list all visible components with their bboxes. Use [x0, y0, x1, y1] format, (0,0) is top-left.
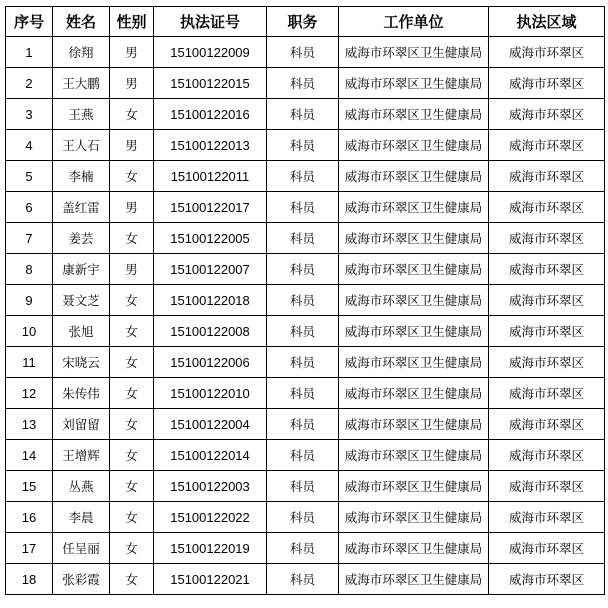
- table-row: [6, 68, 605, 99]
- cell-enforcement-area: 威海市环翠区: [489, 130, 605, 161]
- cell-license-number: 15100122003: [154, 471, 267, 502]
- cell-gender: 女: [110, 378, 154, 409]
- cell-name: 王燕: [53, 99, 110, 130]
- cell-name: 聂文芝: [53, 285, 110, 316]
- cell-gender: 男: [110, 192, 154, 223]
- cell-license-number: 15100122016: [154, 99, 267, 130]
- cell-gender: 女: [110, 533, 154, 564]
- cell-name: 张旭: [53, 316, 110, 347]
- cell-position: 科员: [267, 285, 339, 316]
- table-row: [6, 130, 605, 161]
- cell-index: 14: [6, 440, 53, 471]
- cell-license-number: 15100122015: [154, 68, 267, 99]
- cell-enforcement-area: 威海市环翠区: [489, 192, 605, 223]
- cell-gender: 女: [110, 347, 154, 378]
- table-row: [6, 223, 605, 254]
- cell-name: 康新宇: [53, 254, 110, 285]
- cell-name: 盖红雷: [53, 192, 110, 223]
- cell-index: 8: [6, 254, 53, 285]
- cell-position: 科员: [267, 161, 339, 192]
- cell-name: 张彩霞: [53, 564, 110, 595]
- header-enforcement-area: 执法区域: [489, 7, 605, 37]
- table-row: [6, 347, 605, 378]
- cell-index: 2: [6, 68, 53, 99]
- table-body: [6, 37, 605, 595]
- table-row: [6, 471, 605, 502]
- table-row: [6, 285, 605, 316]
- cell-gender: 女: [110, 161, 154, 192]
- cell-index: 16: [6, 502, 53, 533]
- cell-position: 科员: [267, 192, 339, 223]
- table-row: [6, 161, 605, 192]
- cell-work-unit: 威海市环翠区卫生健康局: [339, 68, 489, 99]
- cell-work-unit: 威海市环翠区卫生健康局: [339, 409, 489, 440]
- cell-enforcement-area: 威海市环翠区: [489, 440, 605, 471]
- cell-work-unit: 威海市环翠区卫生健康局: [339, 254, 489, 285]
- cell-name: 宋晓云: [53, 347, 110, 378]
- cell-work-unit: 威海市环翠区卫生健康局: [339, 440, 489, 471]
- cell-index: 17: [6, 533, 53, 564]
- header-index: 序号: [6, 7, 53, 37]
- cell-enforcement-area: 威海市环翠区: [489, 68, 605, 99]
- cell-work-unit: 威海市环翠区卫生健康局: [339, 37, 489, 68]
- cell-work-unit: 威海市环翠区卫生健康局: [339, 564, 489, 595]
- cell-gender: 男: [110, 254, 154, 285]
- cell-position: 科员: [267, 130, 339, 161]
- cell-position: 科员: [267, 502, 339, 533]
- table-row: [6, 99, 605, 130]
- cell-index: 12: [6, 378, 53, 409]
- cell-enforcement-area: 威海市环翠区: [489, 471, 605, 502]
- cell-license-number: 15100122006: [154, 347, 267, 378]
- cell-gender: 女: [110, 316, 154, 347]
- cell-gender: 女: [110, 99, 154, 130]
- cell-license-number: 15100122022: [154, 502, 267, 533]
- cell-index: 1: [6, 37, 53, 68]
- cell-position: 科员: [267, 37, 339, 68]
- cell-enforcement-area: 威海市环翠区: [489, 99, 605, 130]
- cell-name: 姜芸: [53, 223, 110, 254]
- cell-license-number: 15100122010: [154, 378, 267, 409]
- table-row: [6, 254, 605, 285]
- cell-license-number: 15100122013: [154, 130, 267, 161]
- cell-name: 徐翔: [53, 37, 110, 68]
- cell-work-unit: 威海市环翠区卫生健康局: [339, 533, 489, 564]
- table-row: [6, 316, 605, 347]
- cell-position: 科员: [267, 409, 339, 440]
- cell-name: 王人石: [53, 130, 110, 161]
- cell-index: 10: [6, 316, 53, 347]
- cell-gender: 男: [110, 130, 154, 161]
- cell-name: 任呈丽: [53, 533, 110, 564]
- cell-license-number: 15100122007: [154, 254, 267, 285]
- cell-license-number: 15100122011: [154, 161, 267, 192]
- cell-index: 13: [6, 409, 53, 440]
- cell-enforcement-area: 威海市环翠区: [489, 37, 605, 68]
- cell-gender: 女: [110, 502, 154, 533]
- cell-position: 科员: [267, 254, 339, 285]
- cell-enforcement-area: 威海市环翠区: [489, 347, 605, 378]
- cell-work-unit: 威海市环翠区卫生健康局: [339, 161, 489, 192]
- cell-gender: 女: [110, 409, 154, 440]
- cell-enforcement-area: 威海市环翠区: [489, 533, 605, 564]
- cell-enforcement-area: 威海市环翠区: [489, 316, 605, 347]
- cell-name: 朱传伟: [53, 378, 110, 409]
- cell-enforcement-area: 威海市环翠区: [489, 378, 605, 409]
- cell-enforcement-area: 威海市环翠区: [489, 409, 605, 440]
- cell-position: 科员: [267, 347, 339, 378]
- table-row: [6, 409, 605, 440]
- cell-name: 李晨: [53, 502, 110, 533]
- cell-name: 丛燕: [53, 471, 110, 502]
- enforcement-staff-table: [5, 6, 605, 595]
- cell-index: 18: [6, 564, 53, 595]
- cell-name: 王增辉: [53, 440, 110, 471]
- table-row: [6, 378, 605, 409]
- cell-index: 5: [6, 161, 53, 192]
- cell-index: 11: [6, 347, 53, 378]
- cell-index: 15: [6, 471, 53, 502]
- cell-gender: 女: [110, 285, 154, 316]
- cell-license-number: 15100122004: [154, 409, 267, 440]
- cell-gender: 女: [110, 440, 154, 471]
- header-name: 姓名: [53, 7, 110, 37]
- cell-position: 科员: [267, 564, 339, 595]
- cell-gender: 男: [110, 68, 154, 99]
- table-row: [6, 533, 605, 564]
- cell-position: 科员: [267, 440, 339, 471]
- cell-license-number: 15100122014: [154, 440, 267, 471]
- header-gender: 性别: [110, 7, 154, 37]
- cell-position: 科员: [267, 533, 339, 564]
- cell-position: 科员: [267, 378, 339, 409]
- cell-gender: 女: [110, 471, 154, 502]
- cell-license-number: 15100122008: [154, 316, 267, 347]
- cell-name: 王大鹏: [53, 68, 110, 99]
- cell-work-unit: 威海市环翠区卫生健康局: [339, 502, 489, 533]
- cell-license-number: 15100122019: [154, 533, 267, 564]
- cell-position: 科员: [267, 68, 339, 99]
- table-row: [6, 440, 605, 471]
- cell-name: 李楠: [53, 161, 110, 192]
- cell-enforcement-area: 威海市环翠区: [489, 161, 605, 192]
- cell-work-unit: 威海市环翠区卫生健康局: [339, 471, 489, 502]
- cell-position: 科员: [267, 471, 339, 502]
- cell-position: 科员: [267, 99, 339, 130]
- cell-work-unit: 威海市环翠区卫生健康局: [339, 347, 489, 378]
- cell-index: 9: [6, 285, 53, 316]
- header-license-number: 执法证号: [154, 7, 267, 37]
- cell-index: 4: [6, 130, 53, 161]
- cell-index: 3: [6, 99, 53, 130]
- cell-license-number: 15100122021: [154, 564, 267, 595]
- cell-enforcement-area: 威海市环翠区: [489, 223, 605, 254]
- table-row: [6, 37, 605, 68]
- header-position: 职务: [267, 7, 339, 37]
- table-row: [6, 502, 605, 533]
- cell-enforcement-area: 威海市环翠区: [489, 285, 605, 316]
- cell-work-unit: 威海市环翠区卫生健康局: [339, 285, 489, 316]
- cell-position: 科员: [267, 316, 339, 347]
- header-row: [6, 7, 605, 37]
- table-row: [6, 192, 605, 223]
- cell-work-unit: 威海市环翠区卫生健康局: [339, 316, 489, 347]
- cell-license-number: 15100122009: [154, 37, 267, 68]
- cell-work-unit: 威海市环翠区卫生健康局: [339, 378, 489, 409]
- cell-position: 科员: [267, 223, 339, 254]
- cell-work-unit: 威海市环翠区卫生健康局: [339, 223, 489, 254]
- cell-index: 6: [6, 192, 53, 223]
- cell-license-number: 15100122017: [154, 192, 267, 223]
- cell-name: 刘留留: [53, 409, 110, 440]
- cell-work-unit: 威海市环翠区卫生健康局: [339, 192, 489, 223]
- cell-gender: 女: [110, 223, 154, 254]
- cell-work-unit: 威海市环翠区卫生健康局: [339, 99, 489, 130]
- cell-index: 7: [6, 223, 53, 254]
- table-row: [6, 564, 605, 595]
- cell-gender: 男: [110, 37, 154, 68]
- cell-enforcement-area: 威海市环翠区: [489, 502, 605, 533]
- cell-enforcement-area: 威海市环翠区: [489, 254, 605, 285]
- cell-gender: 女: [110, 564, 154, 595]
- cell-enforcement-area: 威海市环翠区: [489, 564, 605, 595]
- cell-work-unit: 威海市环翠区卫生健康局: [339, 130, 489, 161]
- cell-license-number: 15100122005: [154, 223, 267, 254]
- header-work-unit: 工作单位: [339, 7, 489, 37]
- cell-license-number: 15100122018: [154, 285, 267, 316]
